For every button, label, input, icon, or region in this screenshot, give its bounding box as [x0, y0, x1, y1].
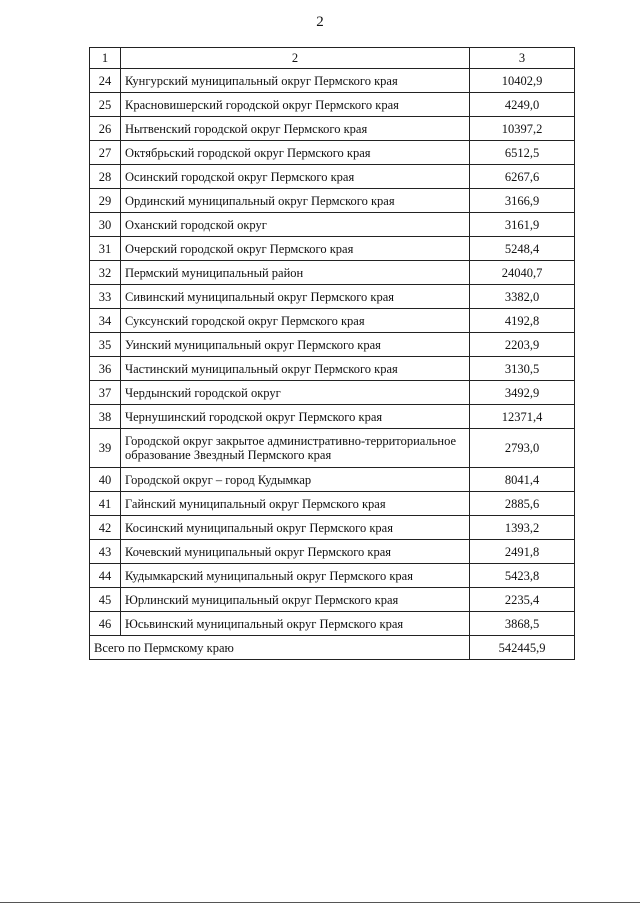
table-row — [90, 468, 575, 492]
amount-value: 5423,8 — [470, 564, 575, 588]
municipality-name: Городской округ закрытое административно-территориальное образование Звездный Пермского края — [121, 429, 470, 468]
amount-value: 2203,9 — [470, 333, 575, 357]
table-row — [90, 189, 575, 213]
row-number: 24 — [90, 69, 121, 93]
municipality-name: Ординский муниципальный округ Пермского края — [121, 189, 470, 213]
municipality-name: Частинский муниципальный округ Пермского края — [121, 357, 470, 381]
table-body — [90, 48, 575, 660]
page-number: 2 — [316, 14, 324, 30]
municipality-name: Очерский городской округ Пермского края — [121, 237, 470, 261]
amount-value: 3868,5 — [470, 612, 575, 636]
table-row — [90, 405, 575, 429]
row-number: 28 — [90, 165, 121, 189]
municipality-name: Осинский городской округ Пермского края — [121, 165, 470, 189]
row-number: 31 — [90, 237, 121, 261]
amount-value: 2491,8 — [470, 540, 575, 564]
table-row — [90, 381, 575, 405]
table-row — [90, 309, 575, 333]
table-row — [90, 429, 575, 468]
municipality-name: Сивинский муниципальный округ Пермского края — [121, 285, 470, 309]
municipality-name: Городской округ – город Кудымкар — [121, 468, 470, 492]
table-row — [90, 588, 575, 612]
table-row — [90, 357, 575, 381]
amount-value: 10402,9 — [470, 69, 575, 93]
amount-value: 24040,7 — [470, 261, 575, 285]
row-number: 35 — [90, 333, 121, 357]
municipality-name: Кунгурский муниципальный округ Пермского края — [121, 69, 470, 93]
row-number: 45 — [90, 588, 121, 612]
municipality-name: Чердынский городской округ — [121, 381, 470, 405]
total-value: 542445,9 — [470, 636, 575, 660]
municipality-name: Кочевский муниципальный округ Пермского края — [121, 540, 470, 564]
municipality-name: Октябрьский городской округ Пермского края — [121, 141, 470, 165]
table-row — [90, 285, 575, 309]
table-row — [90, 516, 575, 540]
amount-value: 2235,4 — [470, 588, 575, 612]
row-number: 34 — [90, 309, 121, 333]
municipality-name: Нытвенский городской округ Пермского края — [121, 117, 470, 141]
amount-value: 10397,2 — [470, 117, 575, 141]
table-row — [90, 69, 575, 93]
municipality-name: Суксунский городской округ Пермского края — [121, 309, 470, 333]
allocation-table — [89, 47, 575, 660]
row-number: 43 — [90, 540, 121, 564]
municipality-name: Косинский муниципальный округ Пермского края — [121, 516, 470, 540]
municipality-name: Юсьвинский муниципальный округ Пермского края — [121, 612, 470, 636]
amount-value: 12371,4 — [470, 405, 575, 429]
amount-value: 3161,9 — [470, 213, 575, 237]
page-bottom-edge — [0, 902, 640, 903]
row-number: 37 — [90, 381, 121, 405]
column-header-3: 3 — [470, 48, 575, 69]
municipality-name: Кудымкарский муниципальный округ Пермского края — [121, 564, 470, 588]
table-row — [90, 213, 575, 237]
municipality-name: Красновишерский городской округ Пермского края — [121, 93, 470, 117]
row-number: 25 — [90, 93, 121, 117]
table-row — [90, 564, 575, 588]
municipality-name: Оханский городской округ — [121, 213, 470, 237]
municipality-name: Пермский муниципальный район — [121, 261, 470, 285]
table-row — [90, 612, 575, 636]
table-row — [90, 237, 575, 261]
row-number: 40 — [90, 468, 121, 492]
total-row — [90, 636, 575, 660]
row-number: 27 — [90, 141, 121, 165]
table-row — [90, 117, 575, 141]
amount-value: 1393,2 — [470, 516, 575, 540]
table-row — [90, 492, 575, 516]
amount-value: 3492,9 — [470, 381, 575, 405]
amount-value: 8041,4 — [470, 468, 575, 492]
municipality-name: Уинский муниципальный округ Пермского края — [121, 333, 470, 357]
row-number: 39 — [90, 429, 121, 468]
amount-value: 2885,6 — [470, 492, 575, 516]
amount-value: 2793,0 — [470, 429, 575, 468]
amount-value: 5248,4 — [470, 237, 575, 261]
municipality-name: Гайнский муниципальный округ Пермского края — [121, 492, 470, 516]
row-number: 30 — [90, 213, 121, 237]
table-row — [90, 333, 575, 357]
total-label: Всего по Пермскому краю — [90, 636, 470, 660]
amount-value: 4192,8 — [470, 309, 575, 333]
row-number: 36 — [90, 357, 121, 381]
amount-value: 3382,0 — [470, 285, 575, 309]
row-number: 41 — [90, 492, 121, 516]
column-header-2: 2 — [121, 48, 470, 69]
municipality-name: Юрлинский муниципальный округ Пермского края — [121, 588, 470, 612]
row-number: 32 — [90, 261, 121, 285]
table-row — [90, 540, 575, 564]
row-number: 44 — [90, 564, 121, 588]
amount-value: 6512,5 — [470, 141, 575, 165]
row-number: 33 — [90, 285, 121, 309]
row-number: 29 — [90, 189, 121, 213]
row-number: 46 — [90, 612, 121, 636]
amount-value: 3130,5 — [470, 357, 575, 381]
table-row — [90, 93, 575, 117]
table-row — [90, 141, 575, 165]
row-number: 26 — [90, 117, 121, 141]
amount-value: 6267,6 — [470, 165, 575, 189]
row-number: 38 — [90, 405, 121, 429]
table-row — [90, 261, 575, 285]
amount-value: 3166,9 — [470, 189, 575, 213]
row-number: 42 — [90, 516, 121, 540]
municipality-name: Чернушинский городской округ Пермского края — [121, 405, 470, 429]
amount-value: 4249,0 — [470, 93, 575, 117]
column-header-1: 1 — [90, 48, 121, 69]
table-header-row — [90, 48, 575, 69]
table-row — [90, 165, 575, 189]
